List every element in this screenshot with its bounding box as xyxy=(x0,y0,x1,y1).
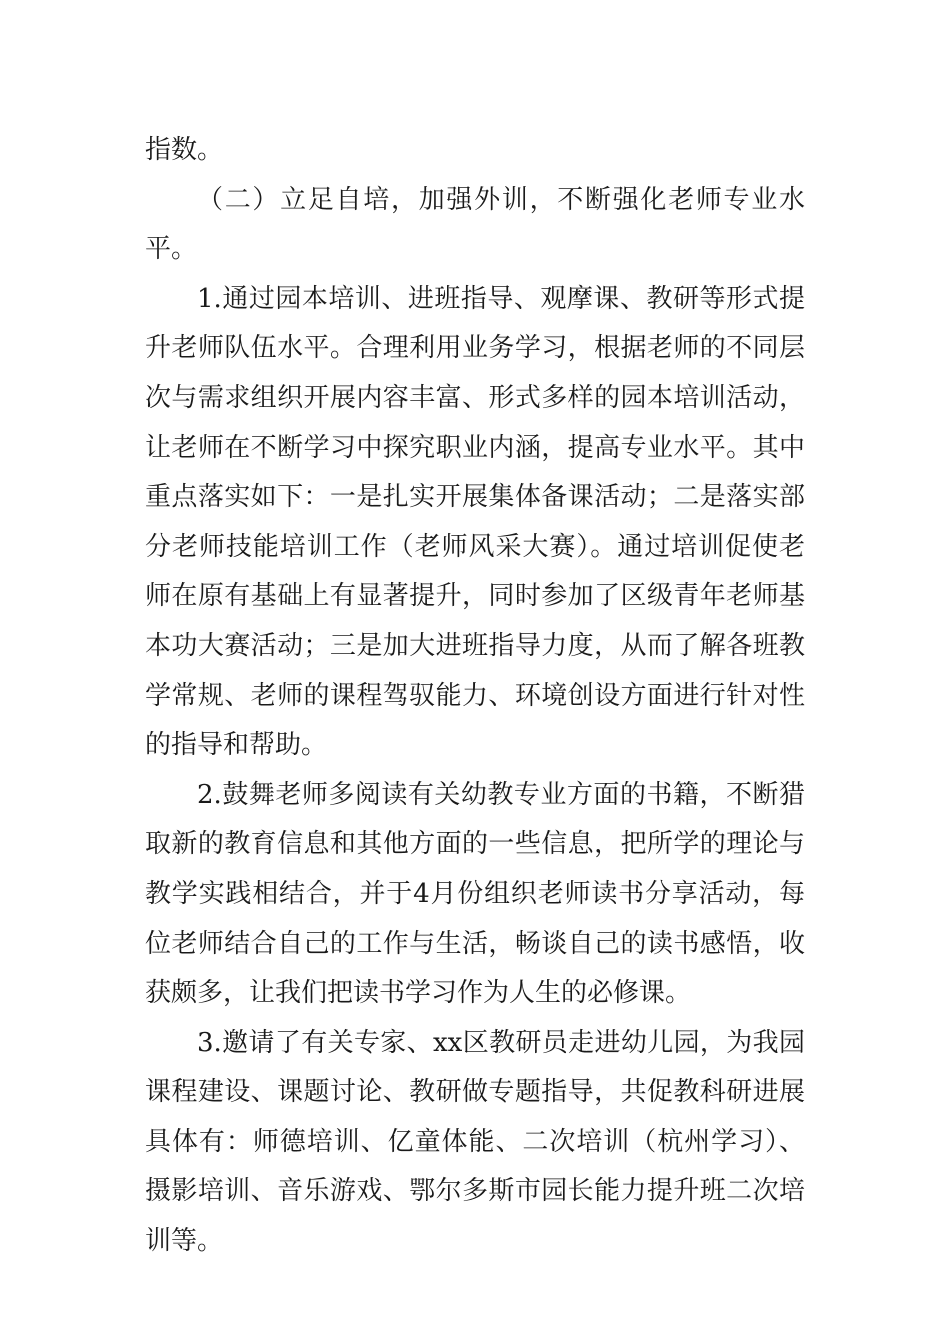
paragraph-continuation: 指数。 xyxy=(145,135,224,165)
document-body xyxy=(145,126,805,1267)
section-heading: （二）立足自培，加强外训，不断强化老师专业水平。 xyxy=(145,184,805,265)
paragraph-item-3: 3.邀请了有关专家、xx区教研员走进幼儿园，为我园课程建设、课题讨论、教研做专题指导，共促教科研进展具体有：师德培训、亿童体能、二次培训（杭州学习）、摄影培训、音乐游戏、鄂尔多斯市园长能力提升班二次培训等。 xyxy=(145,1027,805,1257)
paragraph-item-1: 1.通过园本培训、进班指导、观摩课、教研等形式提升老师队伍水平。合理利用业务学习，根据老师的不同层次与需求组织开展内容丰富、形式多样的园本培训活动，让老师在不断学习中探究职业内涵，提高专业水平。其中重点落实如下：一是扎实开展集体备课活动；二是落实部分老师技能培训工作（老师风采大赛）。通过培训促使老师在原有基础上有显著提升，同时参加了区级青年老师基本功大赛活动；三是加大进班指导力度，从而了解各班教学常规、老师的课程驾驭能力、环境创设方面进行针对性的指导和帮助。 xyxy=(145,283,805,761)
paragraph-item-2: 2.鼓舞老师多阅读有关幼教专业方面的书籍，不断猎取新的教育信息和其他方面的一些信息，把所学的理论与教学实践相结合，并于4月份组织老师读书分享活动，每位老师结合自己的工作与生活，畅谈自己的读书感悟，收获颇多，让我们把读书学习作为人生的必修课。 xyxy=(145,779,805,1009)
